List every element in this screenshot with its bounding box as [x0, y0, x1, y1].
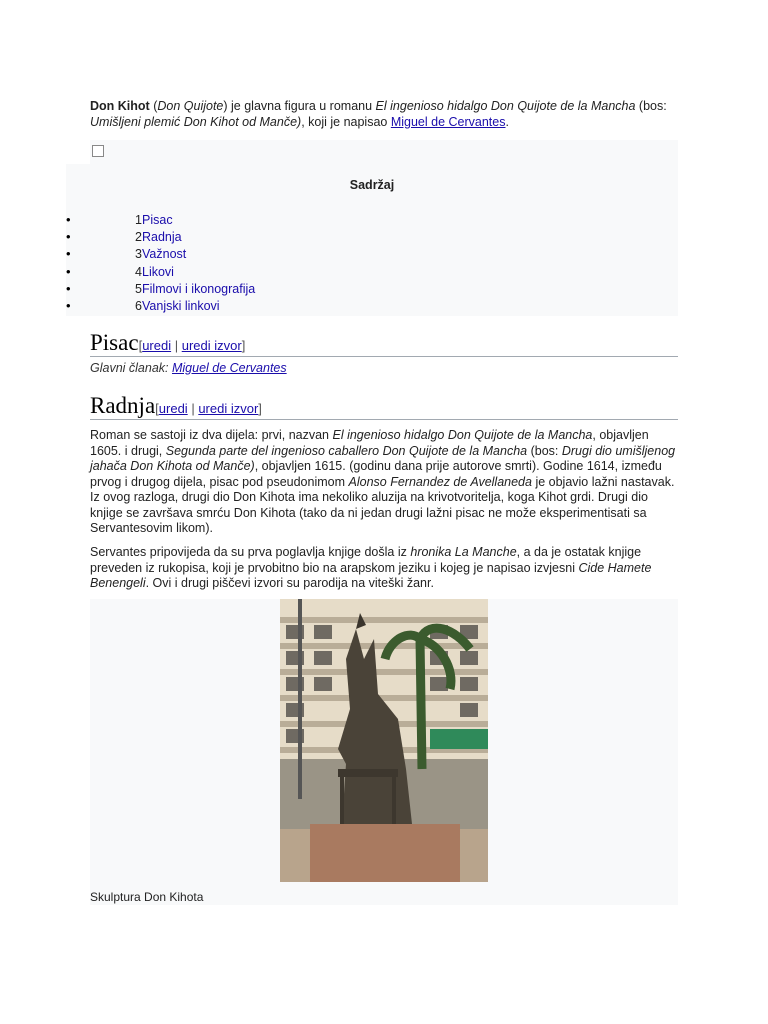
intro-bos-title: Umišljeni plemić Don Kihot od Manče): [90, 114, 302, 129]
italic-name: Cide Hamete Benengeli: [90, 560, 652, 590]
toc-item-label[interactable]: Radnja: [142, 230, 182, 245]
heading-pisac: [90, 330, 245, 359]
table-of-contents: [66, 140, 678, 316]
radnja-paragraph-2: [90, 545, 680, 592]
toc-item-label[interactable]: Vanjski linkovi: [142, 298, 220, 313]
italic-title: El ingenioso hidalgo Don Quijote de la Mancha: [332, 428, 593, 442]
sculpture-photo[interactable]: [280, 599, 488, 882]
lamp-post: [298, 599, 302, 799]
text: , objavljen 1605. i drugi,: [90, 428, 649, 458]
italic-name: Alonso Fernandez de Avellaneda: [348, 474, 532, 489]
bullet-icon: •: [66, 263, 71, 279]
stone-pedestal: [310, 824, 460, 882]
text: . Ovi i drugi piščevi izvori su parodija na viteški žanr.: [145, 576, 434, 590]
heading-radnja: [90, 393, 262, 422]
text: , objavljen 1615. (godinu dana prije autorove smrti). Godine 1614, između prvog i drugog dijela, pisac pod pseudonimom: [90, 459, 662, 489]
edit-source-link[interactable]: uredi izvor: [198, 401, 259, 416]
text: je objavio lažni nastavak. Iz ovog razloga, drugi dio Don Kihota ima nekoliko aluzija na krivotvoritelja, koga Kihot grdi. Drugi dio knjige se završava smrću Don Kihota (tako da ni jedan drugi lažni pisac ne može eksperimentisati sa Servantesovim likom).: [90, 474, 675, 535]
bullet-icon: •: [66, 280, 71, 296]
shop-sign: [430, 729, 488, 749]
bracket: [: [155, 401, 159, 416]
toc-item-label[interactable]: Važnost: [142, 247, 187, 262]
intro-title: Don Kihot: [90, 99, 150, 113]
heading-text: Radnja: [90, 393, 156, 418]
hatnote-link[interactable]: Miguel de Cervantes: [171, 361, 287, 375]
toc-item-number: 2: [135, 230, 142, 245]
toc-hide-area: [66, 140, 90, 164]
edit-section-links: [155, 401, 262, 416]
toc-item-number: 4: [135, 264, 142, 279]
toc-item-label[interactable]: Likovi: [142, 264, 174, 279]
toc-title: Sadržaj: [349, 178, 395, 192]
separator: |: [171, 338, 182, 353]
intro-text: (bos:: [635, 99, 667, 113]
toc-item-number: 3: [135, 247, 142, 262]
heading-text: Pisac: [90, 330, 139, 355]
radnja-paragraph-1: [90, 428, 680, 537]
intro-alt-title: Don Quijote: [157, 99, 224, 113]
bullet-icon: •: [66, 246, 71, 262]
intro-text: .: [505, 114, 509, 129]
edit-section-links: [139, 338, 246, 353]
text: (bos:: [527, 443, 562, 458]
chair-leg: [392, 775, 396, 824]
author-link[interactable]: Miguel de Cervantes: [390, 114, 506, 129]
bracket: [: [138, 338, 143, 353]
chair-leg: [340, 775, 344, 824]
sculpture-chair: [338, 769, 398, 777]
toc-item-number: 6: [135, 298, 142, 313]
toc-item-number: 1: [135, 213, 142, 227]
edit-link[interactable]: uredi: [142, 338, 172, 353]
hatnote: [90, 361, 678, 377]
hatnote-prefix: Glavni članak:: [90, 361, 172, 375]
intro-text: ) je glavna figura u romanu: [223, 99, 376, 113]
bracket: ]: [258, 401, 262, 416]
italic-title: Segunda parte del ingenioso caballero Don Quijote de la Mancha: [165, 443, 528, 458]
text: Servantes pripovijeda da su prva poglavlja knjige došla iz: [90, 545, 411, 559]
bullet-icon: •: [66, 297, 71, 313]
toc-item-label[interactable]: Pisac: [142, 213, 173, 227]
intro-novel-title: El ingenioso hidalgo Don Quijote de la Mancha: [375, 99, 636, 113]
heading-rule: [90, 419, 678, 420]
edit-source-link[interactable]: uredi izvor: [181, 338, 242, 353]
toc-item-label[interactable]: Filmovi i ikonografija: [142, 281, 256, 296]
text: Roman se sastoji iz dva dijela: prvi, nazvan: [90, 428, 333, 442]
italic-title: Drugi dio umišljenog jahača Don Kihota od Manče): [90, 443, 676, 473]
text: , a da je ostatak knjige preveden iz rukopisa, koji je prvobitno bio na arapskom jeziku i kojeg je napisao izvjesni: [90, 545, 642, 575]
edit-link[interactable]: uredi: [158, 401, 188, 416]
bullet-icon: •: [66, 212, 71, 227]
italic-title: hronika La Manche: [410, 545, 517, 559]
figure-caption: Skulptura Don Kihota: [90, 890, 204, 904]
toc-toggle-checkbox[interactable]: [92, 145, 104, 157]
separator: |: [187, 401, 199, 416]
toc-item-number: 5: [135, 281, 142, 296]
heading-rule: [90, 356, 678, 357]
bullet-icon: •: [66, 229, 71, 245]
figure: [90, 599, 678, 905]
intro-text: (: [149, 99, 158, 113]
intro-text: , koji je napisao: [301, 114, 391, 129]
bracket: ]: [241, 338, 246, 353]
intro-paragraph: [90, 99, 680, 130]
